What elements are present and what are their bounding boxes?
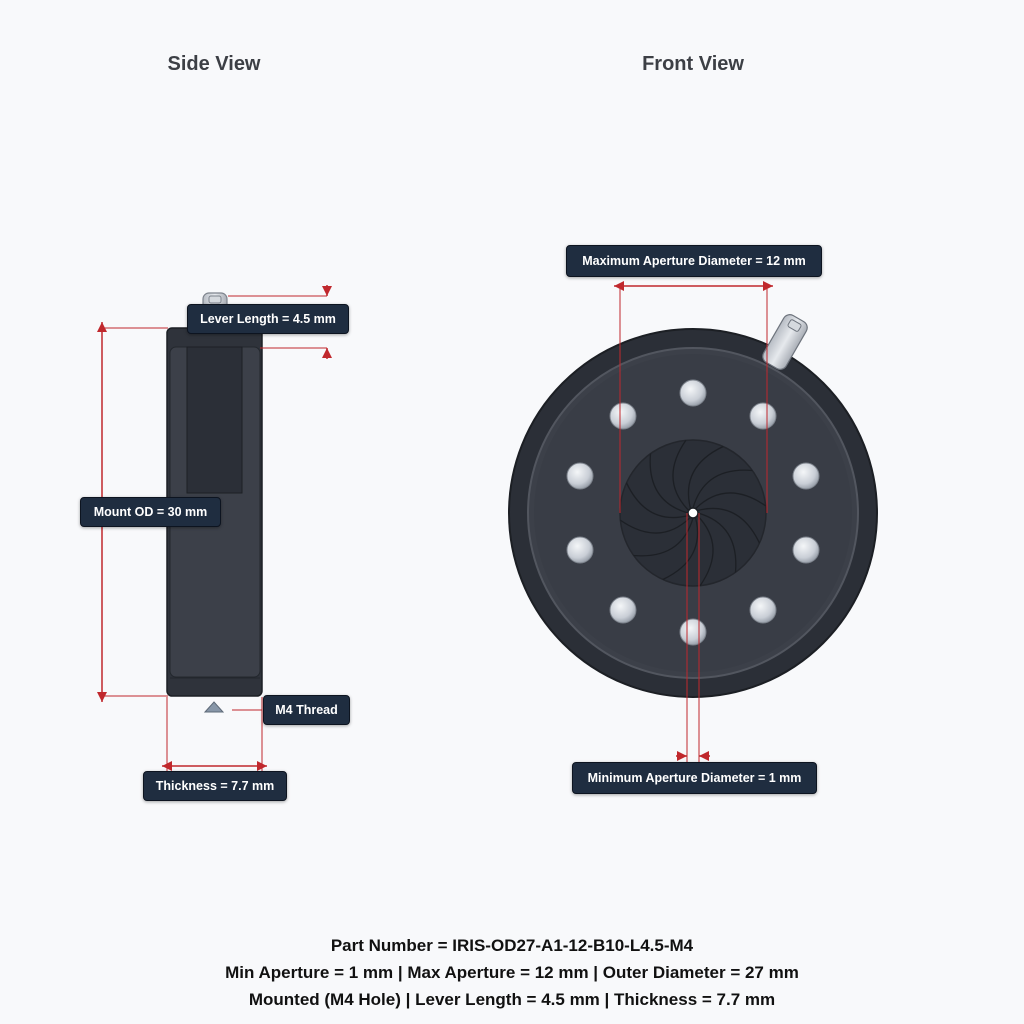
thread-marker bbox=[205, 702, 223, 712]
max-aperture-label: Maximum Aperture Diameter = 12 mm bbox=[566, 245, 822, 277]
spec-line-mounting: Mounted (M4 Hole) | Lever Length = 4.5 mm | Thickness = 7.7 mm bbox=[248, 990, 776, 1009]
thickness-label: Thickness = 7.7 mm bbox=[143, 771, 287, 801]
side-slot bbox=[187, 347, 242, 493]
front-view-title: Front View bbox=[642, 53, 744, 75]
front-view bbox=[509, 286, 877, 762]
min-aperture-label: Minimum Aperture Diameter = 1 mm bbox=[572, 762, 817, 794]
lever-length-label: Lever Length = 4.5 mm bbox=[187, 304, 349, 334]
part-number: Part Number = IRIS-OD27-A1-12-B10-L4.5-M4 bbox=[330, 936, 694, 955]
iris-opening bbox=[688, 508, 698, 518]
mount-od-label: Mount OD = 30 mm bbox=[80, 497, 221, 527]
side-view-title: Side View bbox=[167, 53, 261, 75]
spec-line-apertures: Min Aperture = 1 mm | Max Aperture = 12 mm | Outer Diameter = 27 mm bbox=[225, 963, 799, 982]
front-lever bbox=[760, 312, 810, 372]
thread-label: M4 Thread bbox=[263, 695, 350, 725]
